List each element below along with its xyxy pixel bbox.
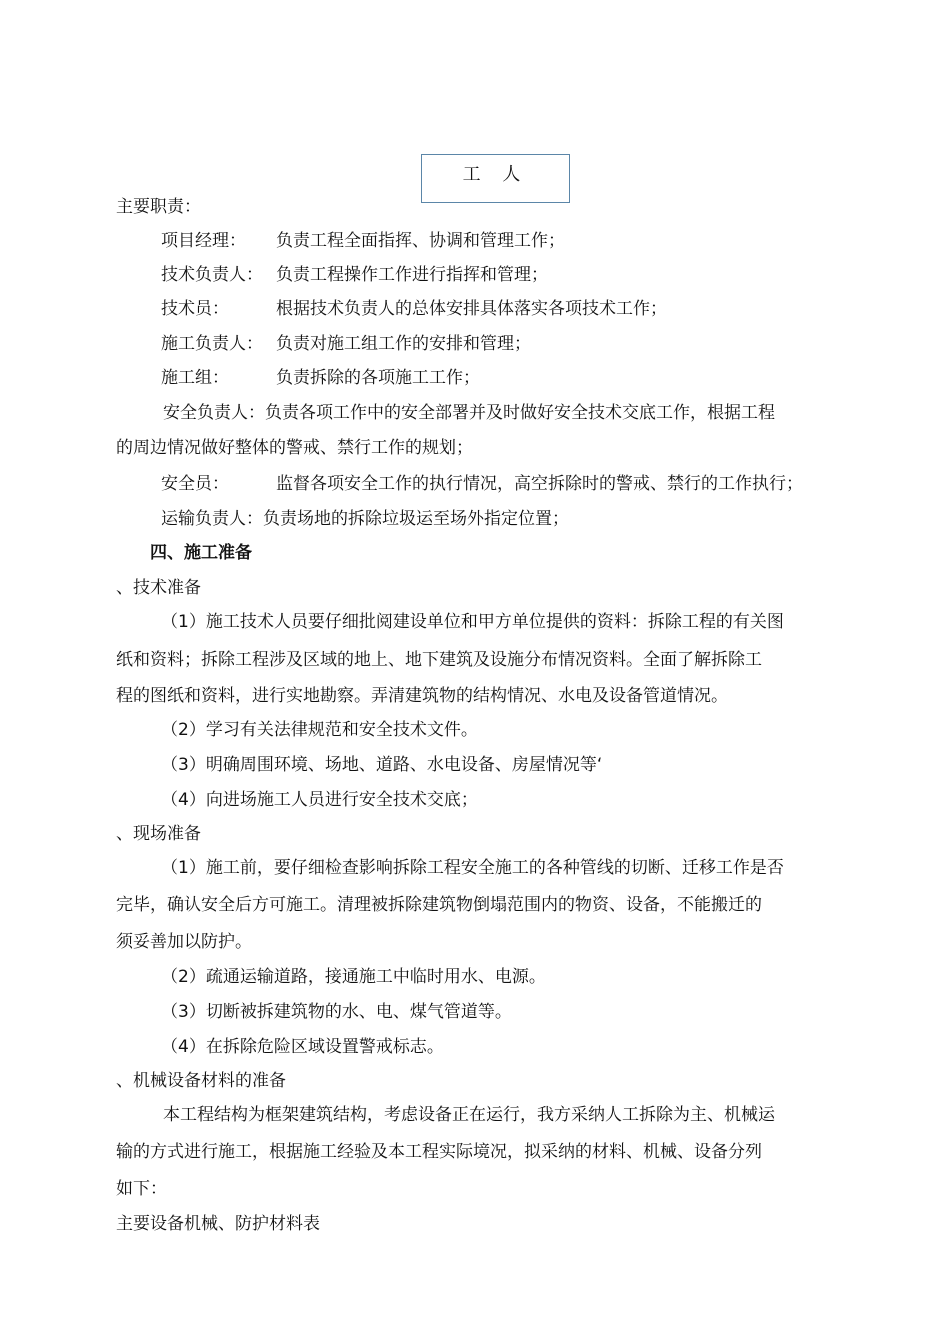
tech-prep-item1-line2: 纸和资料；拆除工程涉及区域的地上、地下建筑及设施分布情况资料。全面了解拆除工 <box>116 650 762 670</box>
role-desc: 负责各项工作中的安全部署并及时做好安全技术交底工作，根据工程 <box>265 403 775 423</box>
tech-prep-item1-line1: （1）施工技术人员要仔细批阅建设单位和甲方单位提供的资料：拆除工程的有关图 <box>161 612 784 632</box>
table-caption: 主要设备机械、防护材料表 <box>116 1214 320 1234</box>
equip-prep-heading: 、机械设备材料的准备 <box>116 1071 286 1091</box>
role-safety-lead <box>163 402 775 424</box>
role-safety-officer <box>161 473 803 495</box>
role-desc: 负责拆除的各项施工工作； <box>276 368 480 388</box>
role-desc: 负责对施工组工作的安排和管理； <box>276 334 531 354</box>
tech-prep-item4: （4）向进场施工人员进行安全技术交底； <box>161 790 478 810</box>
section-title: 四、施工准备 <box>150 543 252 563</box>
role-label: 施工负责人： <box>161 334 263 354</box>
role-construction-lead <box>161 333 531 355</box>
role-desc: 监督各项安全工作的执行情况，高空拆除时的警戒、禁行的工作执行； <box>276 474 803 494</box>
site-prep-item1-line3: 须妥善加以防护。 <box>116 932 252 952</box>
role-desc: 负责工程全面指挥、协调和管理工作； <box>276 231 565 251</box>
role-label: 项目经理： <box>161 231 246 251</box>
tech-prep-heading: 、技术准备 <box>116 578 201 598</box>
tech-prep-item1-line3: 程的图纸和资料，进行实地勘察。弄清建筑物的结构情况、水电及设备管道情况。 <box>116 686 728 706</box>
equip-prep-para-line1: 本工程结构为框架建筑结构，考虑设备正在运行，我方采纳人工拆除为主、机械运 <box>163 1105 775 1125</box>
role-label: 施工组： <box>161 368 229 388</box>
site-prep-item1-line1: （1）施工前，要仔细检查影响拆除工程安全施工的各种管线的切断、迁移工作是否 <box>161 858 784 878</box>
role-desc: 根据技术负责人的总体安排具体落实各项技术工作； <box>276 299 667 319</box>
role-desc: 负责工程操作工作进行指挥和管理； <box>276 265 548 285</box>
tech-prep-item2: （2）学习有关法律规范和安全技术文件。 <box>161 720 478 740</box>
equip-prep-para-line3: 如下： <box>116 1179 167 1199</box>
role-label: 运输负责人： <box>161 509 263 529</box>
site-prep-item2: （2）疏通运输道路，接通施工中临时用水、电源。 <box>161 967 546 987</box>
role-label: 技术员： <box>161 299 229 319</box>
site-prep-item4: （4）在拆除危险区域设置警戒标志。 <box>161 1037 444 1057</box>
role-construction-team <box>161 367 480 389</box>
equip-prep-para-line2: 输的方式进行施工，根据施工经验及本工程实际境况，拟采纳的材料、机械、设备分列 <box>116 1142 762 1162</box>
role-project-manager <box>161 230 565 252</box>
site-prep-item3: （3）切断被拆建筑物的水、电、煤气管道等。 <box>161 1002 512 1022</box>
tech-prep-item3: （3）明确周围环境、场地、道路、水电设备、房屋情况等‘ <box>161 755 603 775</box>
role-label: 技术负责人： <box>161 265 263 285</box>
role-tech-lead <box>161 264 548 286</box>
title-box-text: 工 人 <box>462 164 529 185</box>
site-prep-heading: 、现场准备 <box>116 824 201 844</box>
role-safety-lead-cont: 的周边情况做好整体的警戒、禁行工作的规划； <box>116 438 473 458</box>
role-label: 安全负责人： <box>163 403 265 423</box>
role-transport-lead <box>161 508 569 530</box>
role-desc: 负责场地的拆除垃圾运至场外指定位置； <box>263 509 569 529</box>
site-prep-item1-line2: 完毕，确认安全后方可施工。清理被拆除建筑物倒塌范围内的物资、设备，不能搬迁的 <box>116 895 762 915</box>
role-technician <box>161 298 667 320</box>
role-label: 安全员： <box>161 474 229 494</box>
duties-heading: 主要职责： <box>116 197 201 217</box>
title-box <box>421 154 570 203</box>
